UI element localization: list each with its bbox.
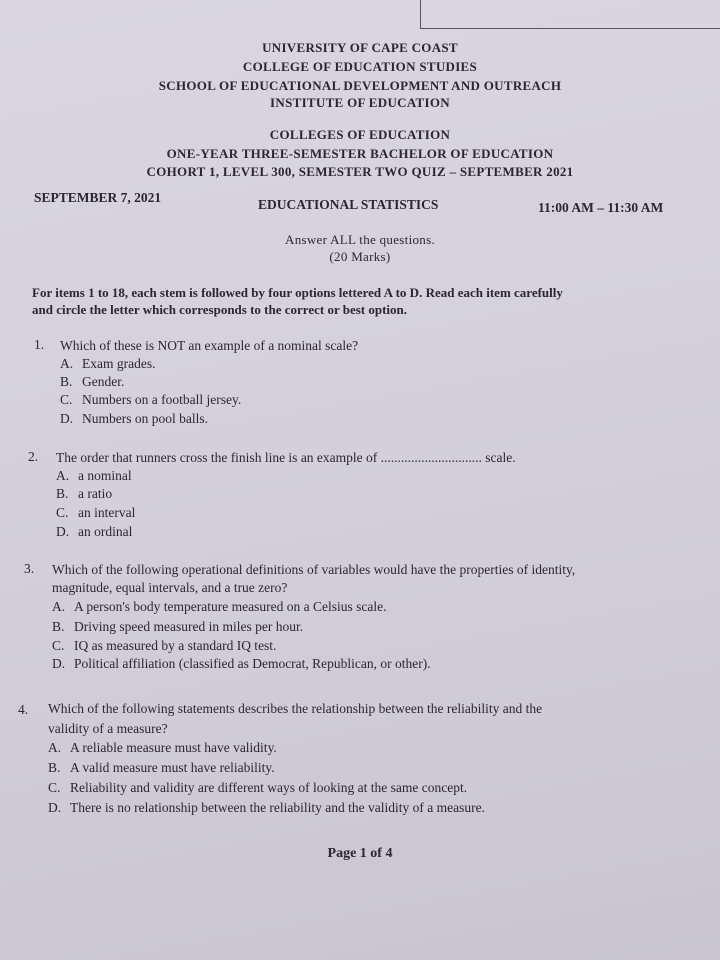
program-line-2: ONE-YEAR THREE-SEMESTER BACHELOR OF EDUCATION [166, 146, 554, 161]
option-d: D. There is no relationship between the reliability and the validity of a measure. [48, 800, 485, 815]
instructions-line-2: and circle the letter which corresponds to the correct or best option. [32, 302, 408, 317]
question-number: 4. [18, 702, 29, 717]
answer-instruction: Answer ALL the questions. [285, 232, 435, 247]
question-number: 2. [28, 449, 39, 464]
program-line-1: COLLEGES OF EDUCATION [269, 127, 451, 142]
exam-subject: EDUCATIONAL STATISTICS [258, 197, 439, 212]
question-stem: Which of these is NOT an example of a nominal scale? [60, 338, 359, 353]
option-a: A. A person's body temperature measured on a Celsius scale. [52, 599, 387, 614]
total-marks: (20 Marks) [329, 249, 391, 264]
header-line-4: INSTITUTE OF EDUCATION [270, 95, 450, 110]
option-d: D. an ordinal [56, 524, 133, 539]
index-number-box [420, 0, 720, 29]
option-c: C. IQ as measured by a standard IQ test. [52, 638, 277, 653]
option-b: B. A valid measure must have reliability. [48, 760, 275, 775]
option-a: A. Exam grades. [60, 356, 156, 371]
option-a: A. A reliable measure must have validity. [48, 740, 277, 755]
instructions-line-1: For items 1 to 18, each stem is followed by four options lettered A to D. Read each item carefully [32, 285, 563, 300]
question-stem-line-2: validity of a measure? [48, 721, 168, 736]
question-stem-line-1: Which of the following statements describes the relationship between the reliability and the [48, 701, 543, 716]
question-number: 3. [24, 561, 35, 576]
option-b: B. Gender. [60, 374, 125, 389]
header-line-1: UNIVERSITY OF CAPE COAST [262, 40, 458, 55]
option-c: C. an interval [56, 505, 136, 520]
option-a: A. a nominal [56, 468, 132, 483]
option-c: C. Numbers on a football jersey. [60, 392, 242, 407]
question-stem: The order that runners cross the finish line is an example of .............................. scale. [56, 450, 516, 465]
question-stem-line-1: Which of the following operational definitions of variables would have the properties of identity, [52, 562, 576, 577]
header-line-3: SCHOOL OF EDUCATIONAL DEVELOPMENT AND OUTREACH [158, 78, 562, 93]
header-line-2: COLLEGE OF EDUCATION STUDIES [242, 59, 478, 74]
question-stem-line-2: magnitude, equal intervals, and a true zero? [52, 580, 288, 595]
question-number: 1. [34, 337, 45, 352]
program-line-3: COHORT 1, LEVEL 300, SEMESTER TWO QUIZ – SEPTEMBER 2021 [146, 164, 574, 179]
option-c: C. Reliability and validity are different ways of looking at the same concept. [48, 780, 468, 795]
exam-date: SEPTEMBER 7, 2021 [34, 190, 162, 205]
option-d: D. Numbers on pool balls. [60, 411, 208, 426]
exam-time: 11:00 AM – 11:30 AM [538, 200, 664, 215]
option-b: B. a ratio [56, 486, 113, 501]
page-number: Page 1 of 4 [327, 846, 393, 861]
option-b: B. Driving speed measured in miles per hour. [52, 619, 304, 634]
option-d: D. Political affiliation (classified as Democrat, Republican, or other). [52, 656, 431, 671]
